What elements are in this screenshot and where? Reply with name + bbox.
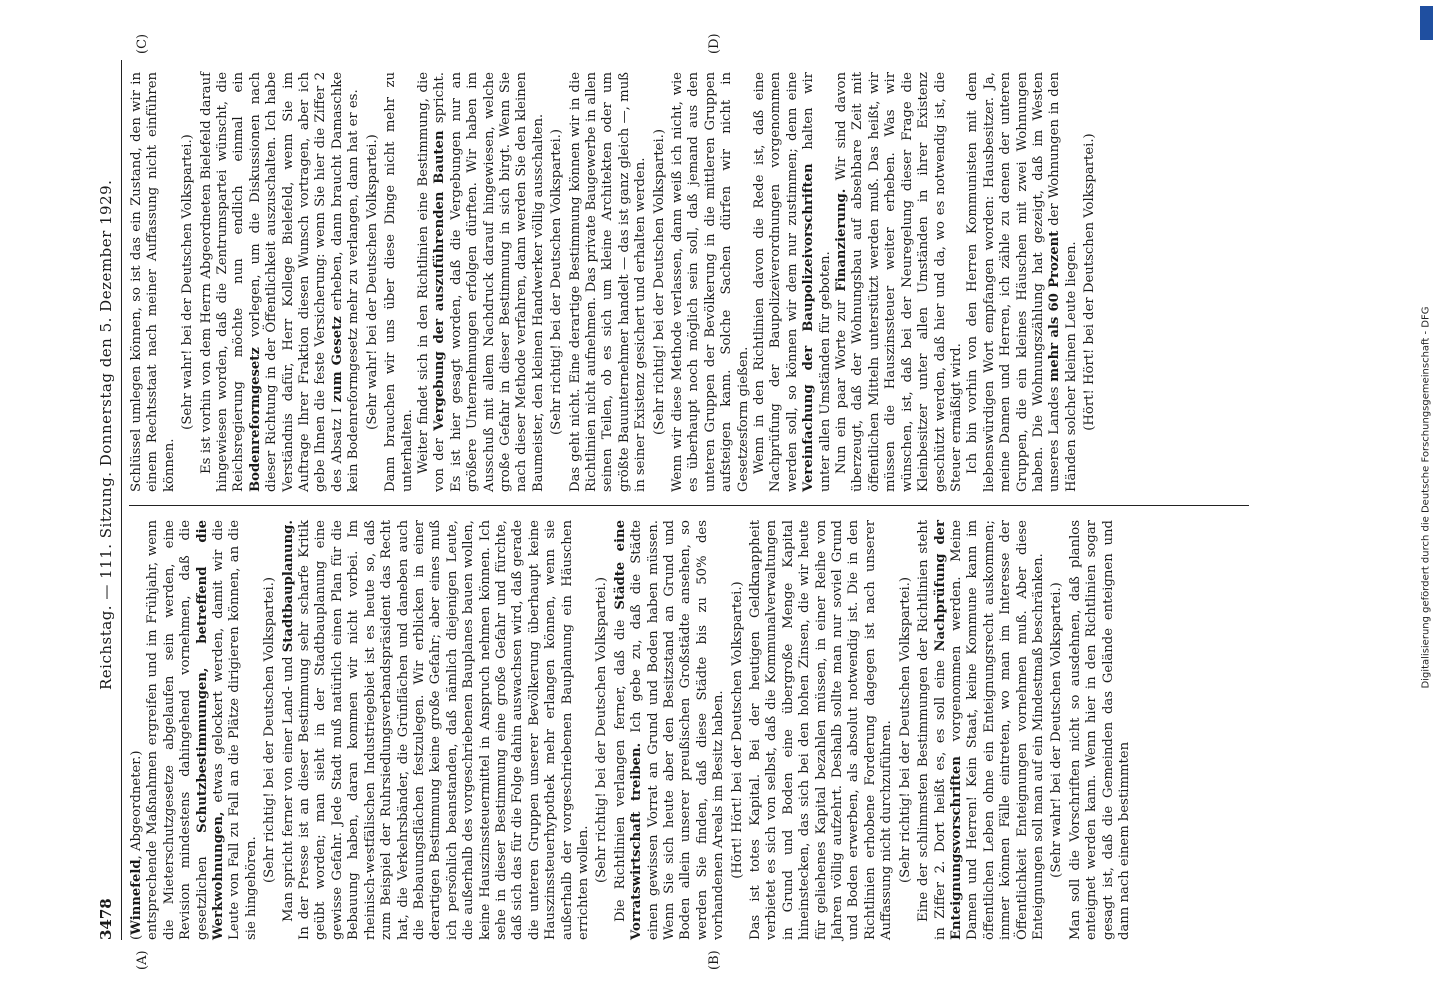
interjection: (Hört! Hört! bei der Deutschen Volkspartei.) (1082, 133, 1098, 431)
interjection: (Sehr wahr! bei der Deutschen Volkspartei.) (180, 134, 196, 430)
column-divider (129, 505, 1249, 506)
paragraph: Man soll die Vorschriften nicht so ausdehnen, daß planlos enteignet werden kann. Wenn hier in den Richtlinien sogar gesagt ist, daß die Gemeinden das Gelände enteignen und dann nach einem bestimmten (1067, 520, 1132, 940)
running-title: Reichstag. — 111. Sitzung. Donnerstag den 5. Dezember 1929. (97, 179, 115, 690)
paragraph: Man spricht ferner von einer Land- und Stadtbauplanung. In der Presse ist an dieser Bestimmung sehr scharfe Kritik geübt worden; man sieht in der Stadtbauplanung eine gewisse Gefahr. Jede Stadt muß natürlich einen Plan für die Bebauung haben, daran kommen wir nicht vorbei. Im rheinisch-westfälischen Industriegebiet ist es heute so, daß zum Beispiel der Ruhrsiedlungsverbandspräsident das Recht hat, die Verkehrsbänder, die Grünflächen und daneben auch die Bebauungsflächen festzulegen. Wir erblicken in einer derartigen Bestimmung keine große Gefahr; aber eines muß ich persönlich beanstanden, daß nämlich diejenigen Leute, die außerhalb des vorgeschriebenen Bauplanes bauen wollen, keine Hauszinssteuermittel in Anspruch nehmen können. Ich sehe in dieser Bestimmung eine große Gefahr und fürchte, daß sich das für die Folge dahin auswachsen wird, daß gerade die unteren Gruppen unserer Bevölkerung überhaupt keine Hauszinssteuerhypothek mehr erlangen können, wenn sie außerhalb der vorgeschriebenen Bauplanung ein Häuschen errichten wollen. (280, 520, 591, 940)
paragraph: Wenn wir diese Methode verlassen, dann weiß ich nicht, wie es überhaupt noch möglich sein soll, daß jemand aus den unteren Gruppen der Bevölkerung in die mittleren Gruppen aufsteigen kann. Solche Sachen dürfen wir nicht in Gesetzesform gießen. (670, 72, 751, 492)
header-rule (121, 60, 122, 940)
margin-mark-a: (A) (135, 950, 150, 970)
paragraph: Ich bin vorhin von den Herren Kommunisten mit dem liebenswürdigen Wort empfangen worden: Hausbesitzer. Ja, meine Damen und Herren, ich zähle zu denen der unteren Gruppen, die ein kleines Häuschen mit zwei Wohnungen haben. Die Wohnungszählung hat gezeigt, daß im Westen unseres Landes mehr als 60 Prozent der Wohnungen in den Händen solcher kleinen Leute liegen. (965, 72, 1079, 492)
paragraph: Dann brauchen wir uns über diese Dinge nicht mehr zu unterhalten. (383, 72, 415, 492)
paragraph: Nun ein paar Worte zur Finanzierung. Wir sind davon überzeugt, daß der Wohnungsbau auf absehbare Zeit mit öffentlichen Mitteln unterstützt werden muß. Das heißt, wir müssen die Hauszinssteuer weiter erheben. Was wir wünschen, ist, daß bei der Neuregelung dieser Frage die Kleinbesitzer unter allen Umständen in ihrer Existenz geschützt werden, daß hier und da, wo es notwendig ist, die Steuer ermäßigt wird. (834, 72, 964, 492)
paragraph: Die Richtlinien verlangen ferner, daß die Städte eine Vorratswirtschaft treiben. Ich gebe zu, daß die Städte einen gewissen Vorrat an Grund und Boden haben müssen. Wenn Sie sich heute aber den Besitzstand an Grund und Boden allein unserer preußischen Großstädte ansehen, so werden Sie finden, daß diese Städte bis zu 50% des vorhandenen Areals im Besitz haben. (612, 520, 727, 940)
margin-mark-c: (C) (135, 33, 150, 54)
interjection: (Hört! Hört! bei der Deutschen Volkspartei.) (729, 581, 745, 879)
paragraph: Schlüssel umlegen können, so ist das ein Zustand, den wir in einem Rechtsstaat nach meiner Auffassung nicht einführen können. (129, 72, 177, 492)
digitization-sidebar (1418, 0, 1434, 1000)
digitization-credit: Digitalisierung gefördert durch die Deutsche Forschungsgemeinschaft - DFG (1420, 306, 1432, 689)
right-column (129, 72, 1101, 492)
interjection: (Sehr wahr! bei der Deutschen Volkspartei.) (1049, 582, 1065, 878)
page-number: 3478 (97, 898, 115, 940)
interjection: (Sehr richtig! bei der Deutschen Volkspartei.) (594, 576, 610, 884)
document-page (95, 33, 1275, 970)
interjection: (Sehr richtig! bei der Deutschen Volkspartei.) (651, 128, 667, 436)
paragraph: entsprechende Maßnahmen ergreifen und im Frühjahr, wenn die Mieterschutzgesetze abgelaufen sein werden, eine Revision mindestens dahingehend vornehmen, daß die gesetzlichen Schutzbestimmungen, betreffend die Werkwohnungen, etwas gelockert werden, damit wir die Leute von Fall zu Fall an die Plätze dirigieren können, an die sie hingehören. (145, 520, 259, 940)
margin-mark-d: (D) (707, 33, 722, 54)
paragraph: Weiter findet sich in den Richtlinien eine Bestimmung, die von der Vergebung der auszuführenden Bauten spricht. Es ist hier gesagt worden, daß die Vergebungen nur an größere Unternehmungen erfolgen dürften. Wir haben im Ausschuß mit allem Nachdruck darauf hingewiesen, welche große Gefahr in dieser Bestimmung in sich birgt. Wenn Sie nach dieser Methode verfahren, dann werden Sie den kleinen Baumeister, den kleinen Handwerker völlig ausschalten. (415, 72, 546, 492)
page-header (95, 60, 119, 940)
interjection: (Sehr richtig! bei der Deutschen Volkspartei.) (549, 128, 565, 436)
paragraph: Das ist totes Kapital. Bei der heutigen Geldknappheit verbietet es sich von selbst, daß die Kommunalverwaltungen in Grund und Boden eine übergroße Menge Kapital hineinstecken, das sich bei den hohen Zinsen, die wir heute für geliehenes Kapital bezahlen müssen, in einer Reihe von Jahren völlig aufzehrt. Deshalb sollte man nur soviel Grund und Boden erwerben, als absolut notwendig ist. Die in den Richtlinien erhobene Forderung dagegen ist nach unserer Auffassung nicht durchzuführen. (748, 520, 895, 940)
interjection: (Sehr wahr! bei der Deutschen Volkspartei.) (364, 134, 380, 430)
paragraph: Es ist vorhin von dem Herrn Abgeordneten Bielefeld darauf hingewiesen worden, daß die Zentrumspartei wünscht, die Reichsregierung möchte nun endlich einmal ein Bodenreformgesetz vorlegen, um die Diskussionen nach dieser Richtung in der Öffentlichkeit auszuschalten. Ich habe Verständnis dafür, Herr Kollege Bielefeld, wenn Sie im Auftrage Ihrer Fraktion diesen Wunsch vortragen, aber ich gebe Ihnen die feste Versicherung: wenn Sie hier die Ziffer 2 des Absatz I zum Gesetz erheben, dann braucht Damaschke kein Bodenreformgesetz mehr zu verlangen, dann hat er es. (198, 72, 362, 492)
paragraph: Eine der schlimmsten Bestimmungen der Richtlinien steht in Ziffer 2. Dort heißt es, es soll eine Nachprüfung der Enteignungsvorschriften vorgenommen werden. Meine Damen und Herren! Kein Staat, keine Kommune kann im öffentlichen Leben ohne ein Enteignungsrecht auskommen; immer können Fälle eintreten, wo man im Interesse der Öffentlichkeit Enteignungen vornehmen muß. Aber diese Enteignungen soll man auf ein Mindestmaß beschränken. (916, 520, 1046, 940)
paragraph: Das geht nicht. Eine derartige Bestimmung können wir in die Richtlinien nicht aufnehmen. Das private Baugewerbe in allen seinen Teilen, ob es sich um kleine Architekten oder um größte Bauunternehmer handelt — das ist ganz gleich —, muß in seiner Existenz gesichert und erhalten werden. (567, 72, 649, 492)
interjection: (Sehr richtig! bei der Deutschen Volkspartei.) (897, 576, 913, 884)
paragraph: (Winnefeld, Abgeordneter.) (129, 750, 144, 940)
left-column (129, 520, 1133, 940)
paragraph: Wenn in den Richtlinien davon die Rede ist, daß eine Nachprüfung der Baupolizeiverordnungen vorgenommen werden soll, so können wir dem nur zustimmen; denn eine Vereinfachung der Baupolizeivorschriften halten wir unter allen Umständen für geboten. (752, 72, 833, 492)
margin-mark-b: (B) (707, 950, 722, 970)
interjection: (Sehr richtig! bei der Deutschen Volkspartei.) (262, 576, 278, 884)
